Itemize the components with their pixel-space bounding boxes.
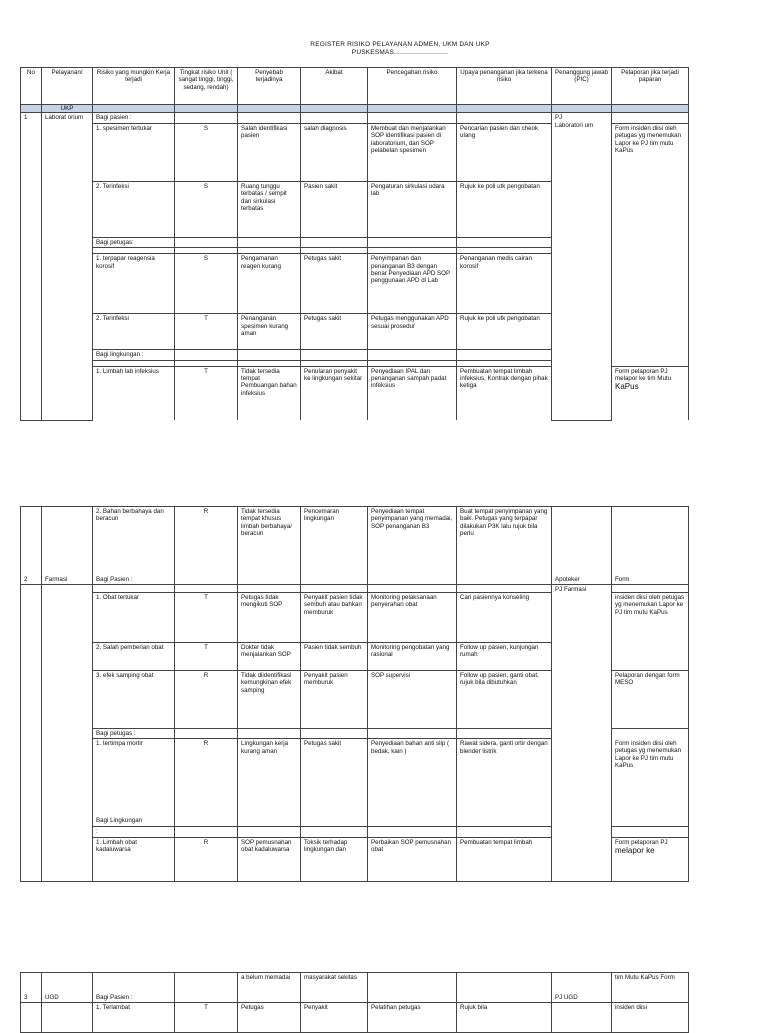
risk-cell: 1. spesimen tertukar [93, 123, 175, 181]
cause-cell: Petugas [238, 1003, 301, 1033]
colon-cell: : [93, 827, 175, 837]
pic-cell [552, 113, 612, 420]
risk-cell: 1. Obat tertukar [93, 593, 175, 643]
level-cell: T [175, 1003, 238, 1033]
risk-table-farmasi [20, 506, 689, 882]
unit-name: Laborat orium [42, 113, 93, 420]
level-cell: S [175, 123, 238, 181]
level-cell: S [175, 254, 238, 314]
report-cell: Form [612, 507, 689, 585]
risk-cell: 2. Terinfeksi [93, 314, 175, 350]
group-label: Bagi Pasien : [93, 973, 175, 1003]
header-pencegahan: Pencegahan risiko [368, 68, 457, 105]
level-cell: T [175, 593, 238, 643]
risk-cell: 2. Bahan berbahaya dan beracun [93, 507, 175, 571]
header-pelayanan: Pelayanan/ [42, 68, 93, 105]
cause-cell: Lingkungan kerja kurang aman [238, 739, 301, 827]
header-risiko: Risiko yang mungkin Kerja terjadi [93, 68, 175, 105]
cause-cell: Dokter tidak menjalankan SOP [238, 643, 301, 671]
row-no: 2 [21, 507, 42, 585]
prevent-cell: Pengaturan sirkulasi udara lab [368, 181, 457, 237]
report-cell: Form insiden diisi oleh petugas yg menemukan Lapor ke PJ tim mutu KaPus [612, 739, 689, 827]
risk-cell: 3. efek samping obat [93, 671, 175, 729]
prevent-cell: Membuat dan menjalankan SOP identifikasi pasien di laboratorium, dan SOP pelabelan spesimen [368, 123, 457, 181]
cause-cell: Salah identifikasi pasien [238, 123, 301, 181]
effect-cell: Penyakit pasien tidak sembuh atau bahkan memburuk [301, 593, 368, 643]
cause-cell: a belum memadai [238, 973, 301, 1003]
unit-name: Farmasi [42, 507, 93, 585]
table-row [21, 585, 689, 593]
report-cell: insiden diisi oleh petugas yg menemukan Lapor ke PJ tim mutu KaPus [612, 593, 689, 671]
group-label: Bagi petugas : [93, 729, 175, 739]
handle-cell: Pencarian pasien dan cheok ulang [457, 123, 552, 181]
prevent-cell: Monitoring pengobatan yang rasional [368, 643, 457, 671]
handle-cell: Rujuk ke poli utk pengobatan [457, 314, 552, 350]
risk-cell: 1. Terlambat [93, 1003, 175, 1033]
row-no: 3 [21, 973, 42, 1003]
effect-cell: Pasien sakit [301, 181, 368, 237]
cause-cell: Tidak diidentifikasi kemungkinan efek samping [238, 671, 301, 729]
handle-cell: Follow up pasien, kunjungan rumah [457, 643, 552, 671]
pic-line2: Laboratori um [555, 121, 594, 129]
doc-title-line2: PUSKESMAS........................... [351, 49, 449, 56]
prevent-cell: Penyediaan bahan anti slip ( bedak, kain ) [368, 739, 457, 827]
handle-cell: Buat tempat penyimpanan yang baik. Petugas yang terpapar dilakukan P3K lalu rujuk bila perlu [457, 507, 552, 571]
ukp-label: UKP [42, 105, 93, 113]
prevent-cell: Monitoring pelaksanaan penyerahan obat [368, 593, 457, 643]
risk-cell: 1. Limbah lab infeksius [93, 366, 175, 420]
cause-cell: Ruang tunggu terbatas / sempit dan sirkulasi terbatas [238, 181, 301, 237]
risk-cell: 1. terpapar reagensia korosif [93, 254, 175, 314]
effect-cell: Penyakit pasien memburuk [301, 671, 368, 729]
effect-cell: Petugas sakit [301, 739, 368, 827]
cause-cell: Petugas tidak mengikuti SOP [238, 593, 301, 643]
header-pic: Penanggung jawab (PIC) [552, 68, 612, 105]
effect-cell: Petugas sakit [301, 254, 368, 314]
table-row [21, 113, 689, 123]
pic-cell: Apoteker [552, 507, 612, 585]
handle-cell: Rawat sidera, ganti ortir dengan blender listrik [457, 739, 552, 827]
effect-cell: Pencemaran lingkungan [301, 507, 368, 571]
header-no: No [21, 68, 42, 105]
risk-cell: 1. Limbah obat kadaluwarsa [93, 837, 175, 881]
table-row [21, 507, 689, 571]
handle-cell: Pembuatan tempat limbah [457, 837, 552, 881]
level-cell: T [175, 643, 238, 671]
report-cell: Form pelaporan PJ melapor ke [612, 837, 689, 881]
report-cell: Form insiden diisi oleh petugas yg menemukan Lapor ke PJ tim mutu KaPus [612, 123, 689, 237]
report-cell: Pelaporan dengan form MESO [612, 671, 689, 729]
report-cell: tim Mutu KaPus Form [612, 973, 689, 1003]
level-cell: R [175, 739, 238, 827]
risk-table-laboratorium [20, 67, 689, 421]
header-tingkat: Tingkat risiko Unit ( sangat tinggi, tinggi, sedang, rendah) [175, 68, 238, 105]
handle-cell: Rujuk ke poli utk pengobatan [457, 181, 552, 237]
table-row [21, 1003, 689, 1033]
prevent-cell: Penyediaan tempat penyimpanan yang memadai, SOP penanganan B3 [368, 507, 457, 571]
level-cell: S [175, 181, 238, 237]
effect-cell: Penyakit [301, 1003, 368, 1033]
group-label: Bagi Lingkungan [96, 817, 143, 824]
header-akibat: Akibat [301, 68, 368, 105]
handle-cell: Pembuatan tempat limbah infeksius, Kontrak dengan pihak ketiga [457, 366, 552, 420]
group-label: Bagi Pasien : [93, 571, 175, 585]
cause-cell: Penanganan spesimen kurang aman [238, 314, 301, 350]
handle-cell: Cari pasiennya konseling [457, 593, 552, 643]
pic-line1: PJ [555, 114, 563, 122]
report-cell: insiden diisi [612, 1003, 689, 1033]
report-cell: Form pelaporan PJ melapor ke tim Mutu KaPus [612, 366, 689, 420]
effect-cell: Penularan penyakit ke lingkungan sekitar [301, 366, 368, 420]
effect-cell: Toksik terhadap lingkungan dan [301, 837, 368, 881]
header-penyebab: Penyebab terjadinya [238, 68, 301, 105]
risk-cell: 2. Salah pemberian obat [93, 643, 175, 671]
effect-cell: Pasien tidak sembuh [301, 643, 368, 671]
effect-cell: masyarakat sekitas [301, 973, 368, 1003]
cause-cell: Pengamanan reagen kurang [238, 254, 301, 314]
table-row [21, 973, 689, 1003]
group-label: Bagi lingkungan : [93, 350, 175, 360]
prevent-cell: Perbaikan SOP pemusnahan obat [368, 837, 457, 881]
prevent-cell: Petugas menggunakan APD sesuai prosedur [368, 314, 457, 350]
level-cell: T [175, 366, 238, 420]
level-cell: R [175, 507, 238, 571]
table-header-row [21, 68, 689, 105]
effect-cell: Petugas sakit [301, 314, 368, 350]
pic-cell: PJ Farmasi [552, 585, 612, 882]
effect-cell: salah diagnosis [301, 123, 368, 181]
prevent-cell: Pelatihan petugas [368, 1003, 457, 1033]
doc-title-line1: REGISTER RISIKO PELAYANAN ADMEN, UKM DAN UKP [310, 41, 490, 48]
cause-cell: Tidak tersedia tempat khusus limbah berbahaya/ beracun [238, 507, 301, 571]
group-label: Bagi petugas: [93, 237, 175, 247]
handle-cell: Penanganan medis cairan korosif [457, 254, 552, 314]
pic-cell: PJ UGD [552, 973, 612, 1003]
handle-cell: Rujuk bila [457, 1003, 552, 1033]
ukp-section-row [21, 105, 689, 113]
doc-title [250, 41, 550, 57]
cause-cell: SOP pemusnahan obat kadaluwarsa [238, 837, 301, 881]
handle-cell: Follow up pasien, ganti obat, rujuk bila dibutuhkan [457, 671, 552, 729]
level-cell: T [175, 314, 238, 350]
level-cell: R [175, 671, 238, 729]
prevent-cell: Penyediaan IPAL dan penanganan sampah padat infeksius [368, 366, 457, 420]
level-cell: R [175, 837, 238, 881]
risk-cell: 2. Terinfeksi [93, 181, 175, 237]
unit-name: UGD [42, 973, 93, 1003]
group-label: Bagi pasien : [93, 113, 175, 123]
prevent-cell: Penyimpanan dan penanganan B3 dengan benar Penyediaan APD SOP penggunaan APD di Lab [368, 254, 457, 314]
row-no: 1 [21, 113, 42, 420]
cause-cell: Tidak tersedia tempat Pembuangan bahan infeksius [238, 366, 301, 420]
header-upaya: Upaya penanganan jika terkena risiko [457, 68, 552, 105]
prevent-cell: SOP supervisi [368, 671, 457, 729]
risk-cell: 1. tertimpa mortir Bagi Lingkungan [93, 739, 175, 827]
header-pelaporan: Pelaporan jika terjadi paparan [612, 68, 689, 105]
